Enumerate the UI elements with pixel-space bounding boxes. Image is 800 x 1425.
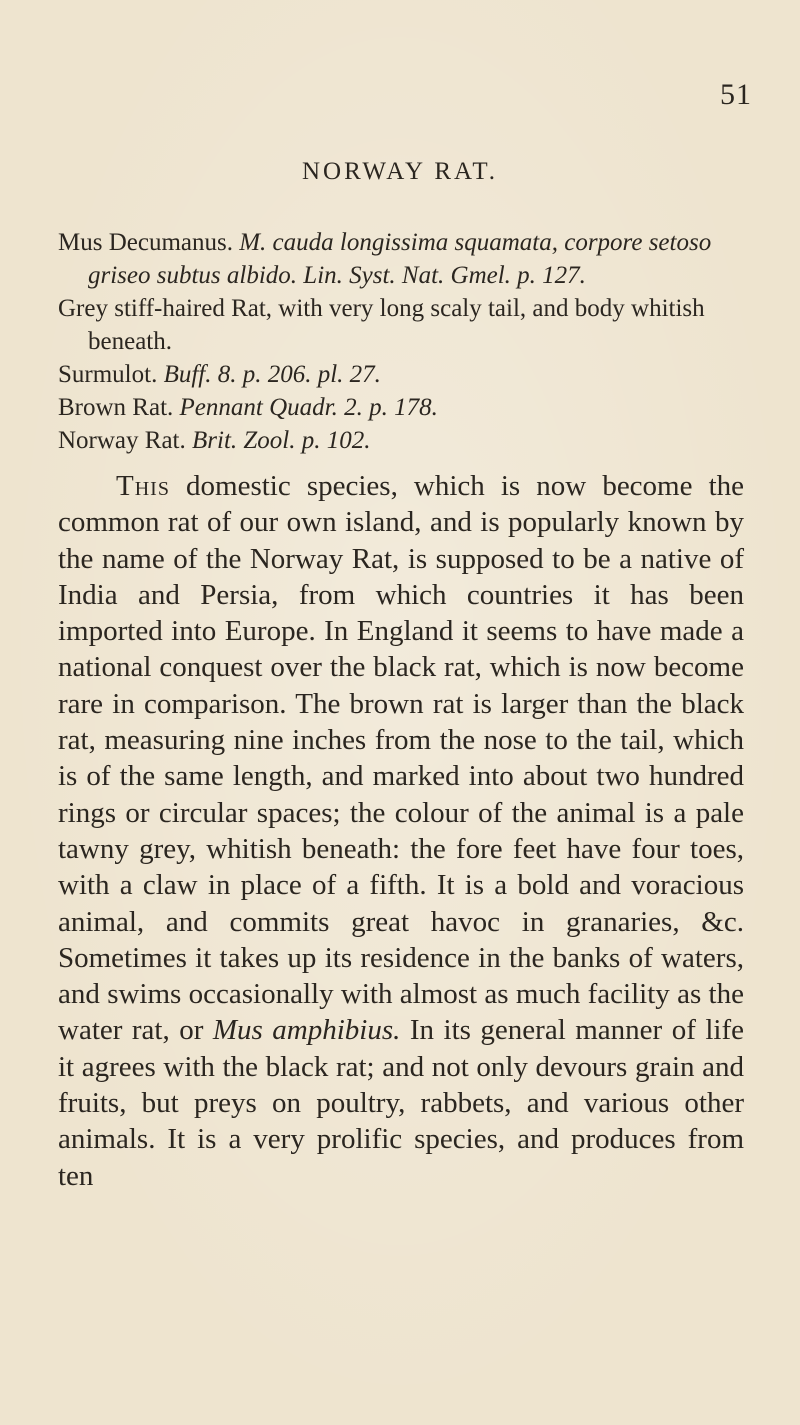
synonym-name: Norway Rat. xyxy=(58,427,186,454)
synonym-reference: Brit. Zool. p. 102. xyxy=(185,427,371,454)
body-text-part: In its general manner of life it agrees with the black rat; and not only devours grain and fruits, but preys on poultry, rabbets, and various other animals. It is a very prolific species, and produces from ten xyxy=(58,1014,744,1192)
body-text-part: domestic species, which is now become the common rat of our own island, and is popularly known by the name of the Norway Rat, is supposed to be a native of India and Persia, from which countries it has been imported into Europe. In England it seems to have made a national conquest over the black rat, which is now become rare in comparison. The brown rat is larger than the black rat, measuring nine inches from the nose to the tail, which is of the same length, and marked into about two hundred rings or circular spaces; the colour of the animal is a pale tawny grey, whitish beneath: the fore feet have four toes, with a claw in place of a fifth. It is a bold and voracious animal, and commits great havoc in granaries, &c. Sometimes it takes up its residence in the banks of waters, and swims occasionally with almost as much facility as the water rat, or xyxy=(58,470,744,1047)
synonym-reference: Pennant Quadr. 2. p. 178. xyxy=(173,394,438,421)
synonym-reference: M. cauda longissima squamata, corpore setoso griseo subtus albido. Lin. Syst. Nat. Gmel. p. 127. xyxy=(88,229,712,289)
synonym-entry xyxy=(58,292,748,358)
synonym-name: Mus Decumanus. xyxy=(58,229,233,256)
synonym-entry xyxy=(58,226,748,292)
body-text xyxy=(58,468,744,1194)
synonym-entry xyxy=(58,424,748,457)
synonym-reference: Buff. 8. p. 206. pl. 27. xyxy=(157,361,381,388)
page-number: 51 xyxy=(720,78,752,111)
first-word: This xyxy=(116,470,170,502)
synonymy-block xyxy=(58,226,748,457)
body-paragraph xyxy=(58,468,744,1194)
synonym-name: Grey stiff-haired Rat, with very long scaly tail, and body whitish beneath. xyxy=(58,295,705,355)
page-title: NORWAY RAT. xyxy=(302,158,498,185)
synonym-entry xyxy=(58,391,748,424)
synonym-name: Brown Rat. xyxy=(58,394,174,421)
species-name: Mus amphibius. xyxy=(212,1014,401,1047)
synonym-name: Surmulot. xyxy=(58,361,158,388)
synonym-entry xyxy=(58,358,748,391)
